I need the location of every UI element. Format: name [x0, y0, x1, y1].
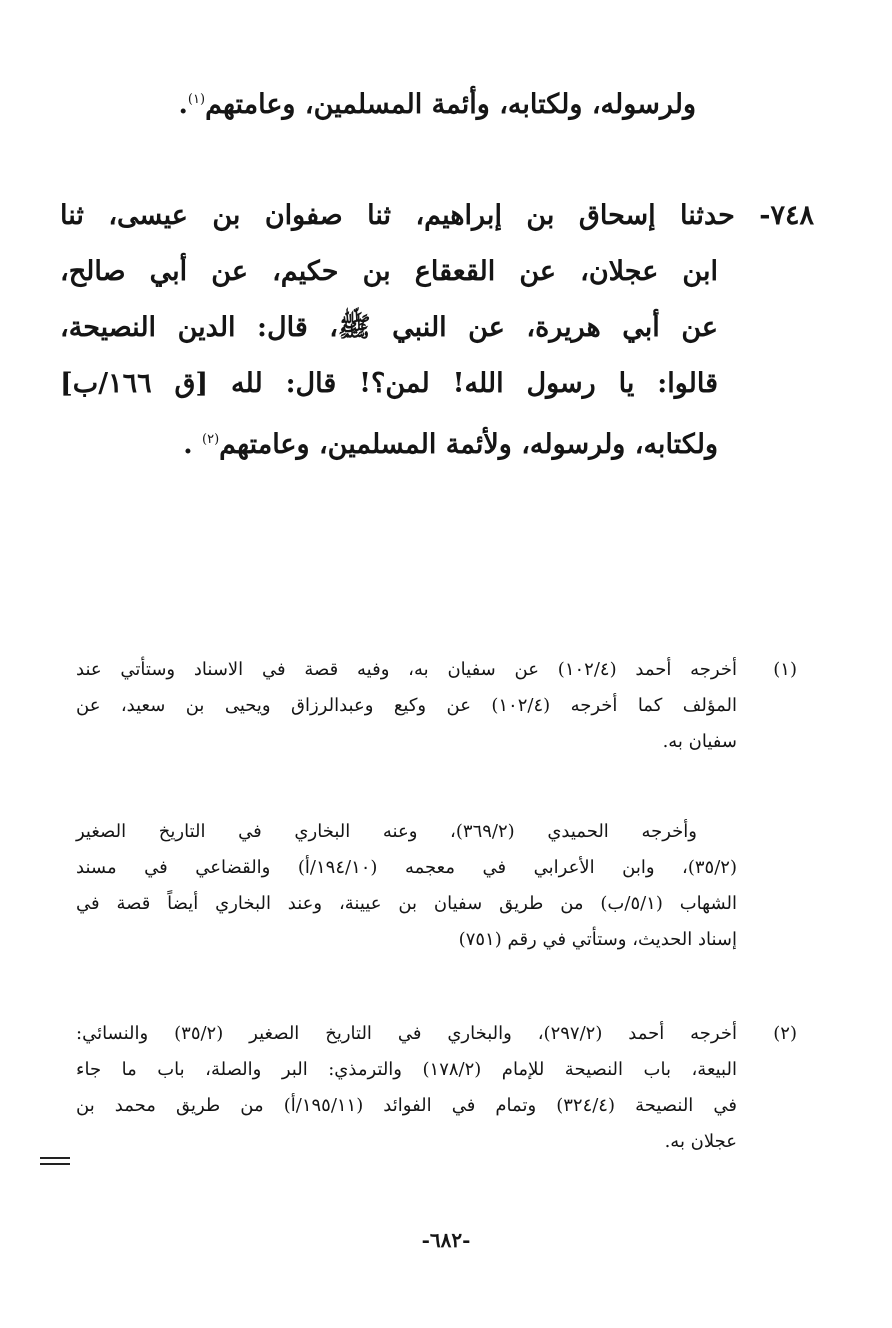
footnote-1-marker: (١) — [773, 659, 797, 680]
footnote-1-paragraph-2 — [76, 814, 737, 958]
footnote-1b-line-3: الشهاب (٥/١/ب) من طريق سفيان بن عيينة، وعند البخاري أيضاً قصة في — [76, 893, 738, 914]
continuation-text: ولرسوله، ولكتابه، وأئمة المسلمين، وعامتهم — [205, 89, 696, 120]
footnote-2-marker: (٢) — [773, 1023, 797, 1044]
hadith-748 — [60, 188, 814, 473]
footnote-2-line-3: في النصيحة (٣٢٤/٤) وتمام في الفوائد (١٩٥/١١/أ) من طريق محمد بن — [76, 1095, 737, 1116]
hadith-line-4: قالوا: يا رسول الله! لمن؟! قال: لله [ق ١٦٦/ب] — [60, 368, 718, 399]
hadith-end: . — [183, 429, 193, 460]
footnote-1-line-3: سفيان به. — [662, 731, 737, 752]
hadith-number: ٧٤٨- — [759, 200, 814, 231]
continuation-mark — [40, 1157, 70, 1165]
footnote-ref-2: (٢) — [202, 432, 220, 447]
hadith-line-1 — [60, 188, 814, 244]
footnote-1-line-1: أخرجه أحمد (١٠٢/٤) عن سفيان به، وفيه قصة في الاسناد وستأتي عند — [76, 659, 737, 680]
continuation-end: . — [178, 89, 188, 120]
hadith-line-3: عن أبي هريرة، عن النبي ﷺ، قال: الدين النصيحة، — [60, 312, 718, 343]
footnote-1b-line-1: وأخرجه الحميدي (٣٦٩/٢)، وعنه البخاري في التاريخ الصغير — [76, 821, 697, 842]
page-number: -٦٨٢- — [421, 1228, 471, 1252]
footnote-2-line-4: عجلان به. — [664, 1131, 737, 1152]
footnote-2-line-2: البيعة، باب النصيحة للإمام (١٧٨/٢) والترمذي: البر والصلة، باب ما جاء — [76, 1059, 737, 1080]
footnote-1b-line-2: (٣٥/٢)، وابن الأعرابي في معجمه (١٩٤/١٠/أ) والقضاعي في مسند — [76, 857, 737, 878]
hadith-line-2: ابن عجلان، عن القعقاع بن حكيم، عن أبي صالح، — [60, 256, 718, 287]
footnote-2-line-1: أخرجه أحمد (٢٩٧/٢)، والبخاري في التاريخ الصغير (٣٥/٢) والنسائي: — [76, 1023, 737, 1044]
continuation-line — [136, 78, 696, 127]
hadith-line-1-text: حدثنا إسحاق بن إبراهيم، ثنا صفوان بن عيسى، ثنا — [60, 200, 735, 231]
footnote-2 — [76, 1016, 797, 1160]
footnote-1b-line-4: إسناد الحديث، وستأتي في رقم (٧٥١) — [458, 929, 737, 950]
hadith-line-5-text: ولكتابه، ولرسوله، ولأئمة المسلمين، وعامتهم — [219, 429, 718, 460]
hadith-line-5 — [60, 412, 814, 473]
footnote-ref-1: (١) — [187, 92, 206, 107]
footnote-1 — [76, 652, 797, 760]
footnote-1-line-2: المؤلف كما أخرجه (١٠٢/٤) عن وكيع وعبدالرزاق ويحيى بن سعيد، عن — [76, 695, 738, 716]
